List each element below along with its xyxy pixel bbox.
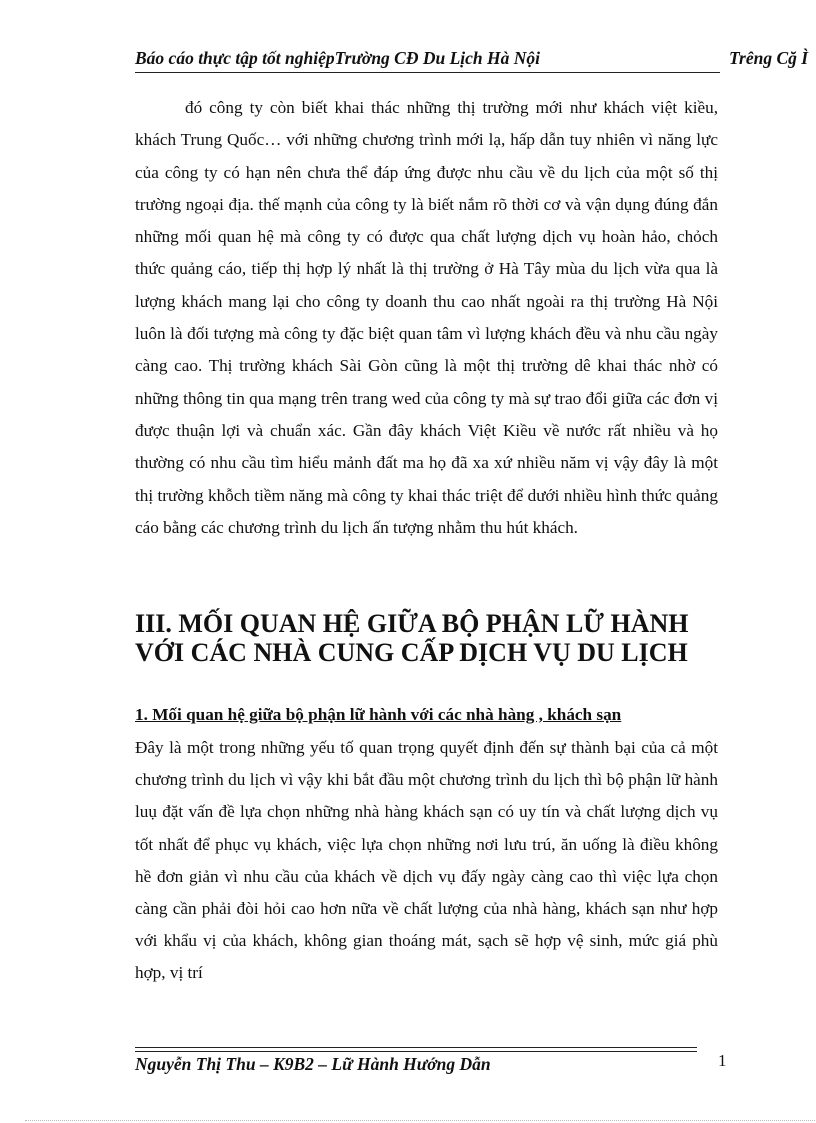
page-bottom-divider bbox=[25, 1120, 815, 1121]
footer-rule-top bbox=[135, 1047, 697, 1048]
body-paragraph-2: Đây là một trong những yếu tố quan trọng quyết định đến sự thành bại của cả một chương trình du lịch vì vậy khi bắt đầu một chương trình du lịch thì bộ phận lữ hành luụ đặt vấn đề lựa chọn những nhà hàng khách sạn có uy tín và chất lượng dịch vụ tốt nhất để phục vụ khách, việc lựa chọn những nơi lưu trú, ăn uống là điều không hề đơn giản vì nhu cầu của khách về dịch vụ đấy ngày càng cao thì việc lựa chọn càng cần phải đòi hỏi cao hơn nữa về chất lượng của nhà hàng, khách sạn như hợp với khẩu vị của khách, không gian thoáng mát, sạch sẽ hợp vệ sinh, mức giá phù hợp, vị trí bbox=[135, 738, 718, 983]
footer-rule-bottom bbox=[135, 1051, 697, 1052]
header-title: Báo cáo thực tập tốt nghiệpTrường CĐ Du Lịch Hà Nội bbox=[135, 48, 541, 68]
body-paragraph-1: đó công ty còn biết khai thác những thị trường mới như khách việt kiều, khách Trung Quốc… với những chương trình mới lạ, hấp dẫn tuy nhiên vì năng lực của công ty có hạn nên chưa thể đáp ứng được nhu cầu về du lịch của một số thị trường ngoại địa. thế mạnh của công ty là biết nắm rõ thời cơ và vận dụng đúng đắn những mối quan hệ mà công ty có được qua chất lượng dịch vụ hoàn hảo, chỏch thức quảng cáo, tiếp thị hợp lý nhất là thị trường ở Hà Tây mùa du lịch vừa qua là lượng khách mang lại cho công ty doanh thu cao nhất ngoài ra thị trường Hà Nội luôn là đối tượng mà công ty đặc biệt quan tâm vì lượng khách đều và nhu cầu ngày càng cao. Thị trường khách Sài Gòn cũng là một thị trường dê khai thác nhờ có những thông tin qua mạng trên trang wed của công ty mà sự trao đổi giữa các đơn vị được thuận lợi và chuẩn xác. Gần đây khách Việt Kiều về nước rất nhiều và họ thường có nhu cầu tìm hiểu mảnh đất ma họ đã xa xứ nhiều năm vị vậy đây là một thị trường khỗch tiềm năng mà công ty khai thác triệt để dưới nhiều hình thức quảng cáo bằng các chương trình du lịch ấn tượng nhằm thu hút khách. bbox=[135, 98, 718, 537]
footer-author: Nguyễn Thị Thu – K9B2 – Lữ Hành Hướng Dẫn bbox=[135, 1054, 491, 1074]
page-number: 1 bbox=[718, 1051, 727, 1070]
header-underline bbox=[135, 72, 720, 73]
section-heading: III. MỐI QUAN HỆ GIỮA BỘ PHẬN LỮ HÀNH VỚI CÁC NHÀ CUNG CẤP DỊCH VỤ DU LỊCH bbox=[135, 609, 689, 667]
sub-heading: 1. Mối quan hệ giữa bộ phận lữ hành với các nhà hàng , khách sạn bbox=[135, 705, 622, 724]
header-right-text: Trêng Cğ Ì bbox=[729, 48, 809, 68]
